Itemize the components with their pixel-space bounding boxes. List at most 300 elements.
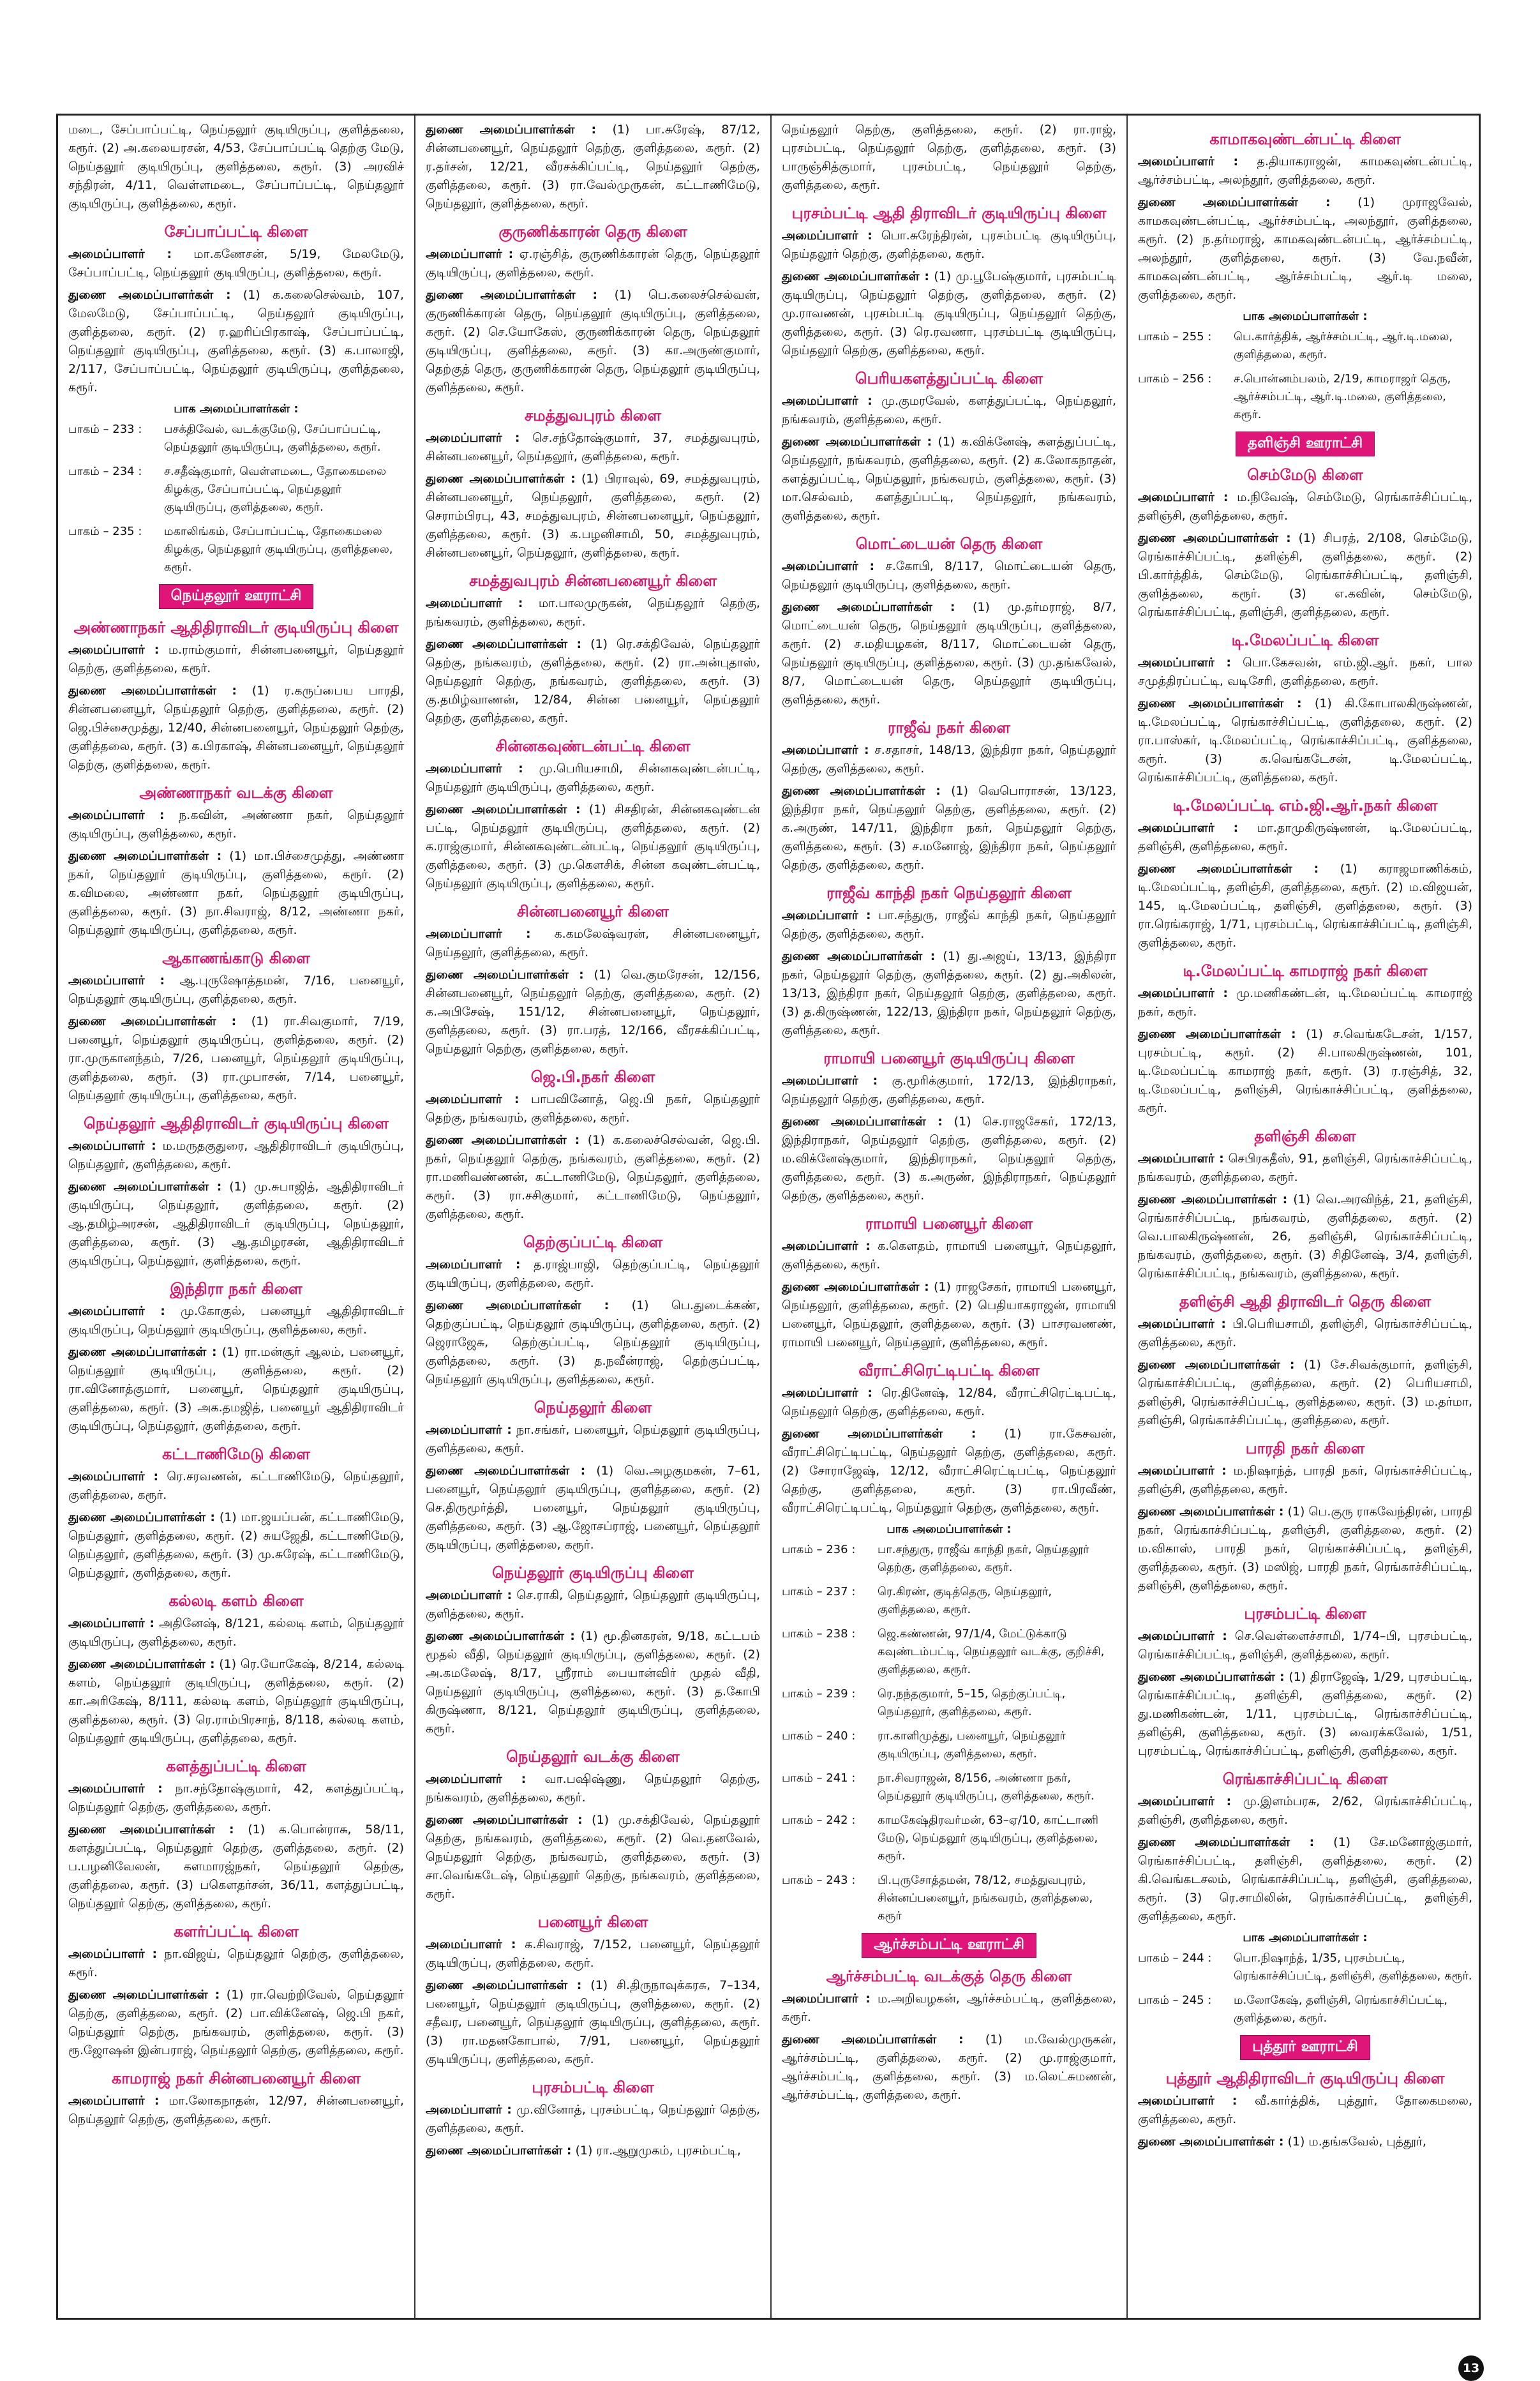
section-heading: நெய்தலூர் வடக்கு கிளை bbox=[506, 1748, 680, 1766]
entry-text: மா.தாமுகிருஷ்ணன், டி.மேலப்பட்டி, தளிஞ்சி, குளித்தலை, கரூர். bbox=[1138, 821, 1472, 853]
entry-paragraph bbox=[426, 925, 760, 962]
section-heading: ராமாயி பனையூர் கிளை bbox=[865, 1215, 1033, 1233]
role-label: துணை அமைப்பாளர்கள் : bbox=[426, 2144, 572, 2158]
village-banner-label: தளிஞ்சி ஊராட்சி bbox=[1236, 432, 1375, 456]
entry-text: (1) முராஜவேல், காமகவுண்டன்பட்டி, ஆர்ச்சம்பட்டி, அலந்தூர், குளித்தலை, கரூர். (2) ந.தர்மராஜ், காமகவுண்டன்பட்டி, ஆர்ச்சம்பட்டி, அலந்தூர், குளித்தலை, கரூர். (3) வே.நவீன், காமகவுண்டன்பட்டி, ஆர்ச்சம்பட்டி, ஆர்.டி மலை, குளித்தலை, கரூர். bbox=[1138, 195, 1473, 302]
role-label: அமைப்பாளர் : bbox=[68, 1469, 159, 1483]
booth-entry bbox=[782, 1625, 1116, 1679]
booth-organiser: பொ.நிஷாந்த், 1/35, புரசம்பட்டி, ரெங்காச்சிப்பட்டி, தளிஞ்சி, குளித்தலை, கரூர். bbox=[1234, 1951, 1472, 1983]
role-label: துணை அமைப்பாளர்கள் : bbox=[782, 949, 936, 963]
entry-paragraph bbox=[426, 1586, 760, 1623]
booth-organiser: காமகேஷ்திரவர்மன், 63–ஏ/10, காட்டாணி மேடு, நெய்தலூர் குடியிருப்பு, குளித்தலை, கரூர். bbox=[878, 1814, 1098, 1863]
role-label: அமைப்பாளர் : bbox=[1138, 1152, 1224, 1166]
village-banner bbox=[1138, 432, 1472, 456]
entry-text: ச.சதாசர், 148/13, இந்திரா நகர், நெய்தலூர் தெற்கு, குளித்தலை, கரூர். bbox=[782, 743, 1116, 776]
entry-text: (1) சே.மனோஜ்குமார், ரெங்காச்சிப்பட்டி, தளிஞ்சி, குளித்தலை, கரூர். (2) கி.வெங்கடசலம், ரெங்காச்சிப்பட்டி, தளிஞ்சி, குளித்தலை, கரூர். (3) ரெ.சாமிலின், ரெங்காச்சிப்பட்டி, தளிஞ்சி, குளித்தலை, கரூர். bbox=[1138, 1835, 1473, 1923]
role-label: அமைப்பாளர் : bbox=[68, 2094, 160, 2108]
role-label: அமைப்பாளர் : bbox=[68, 1947, 158, 1961]
entry-paragraph bbox=[1138, 2133, 1472, 2151]
entry-paragraph bbox=[1138, 1190, 1472, 1283]
role-label: துணை அமைப்பாளர்கள் : bbox=[1138, 1027, 1296, 1041]
section-heading: நெய்தலூர் கிளை bbox=[534, 1399, 652, 1416]
village-banner bbox=[1138, 2035, 1472, 2060]
entry-paragraph bbox=[1138, 1150, 1472, 1187]
booth-organiser: ம.லோகேஷ், தளிஞ்சி, ரெங்காச்சிப்பட்டி, குளித்தலை, கரூர். bbox=[1234, 1994, 1447, 2025]
role-label: அமைப்பாளர் : bbox=[1138, 1629, 1227, 1643]
booth-number: பாகம் – 255 : bbox=[1138, 330, 1212, 343]
role-label: துணை அமைப்பாளர்கள் : bbox=[1138, 1505, 1284, 1519]
role-label: துணை அமைப்பாளர்கள் : bbox=[782, 435, 932, 449]
entry-text: மா.பாலமுருகன், நெய்தலூர் தெற்கு, நங்கவரம், குளித்தலை, கரூர். bbox=[426, 596, 761, 629]
role-label: துணை அமைப்பாளர்கள் : bbox=[1138, 862, 1319, 876]
entry-text: (1) க.விக்னேஷ், களத்துப்பட்டி, நெய்தலூர், நங்கவரம், குளித்தலை, கரூர். (2) க.லோகநாதன், களத்துப்பட்டி, நெய்தலூர், நங்கவரம், குளித்தலை, கரூர். (3) மா.செல்வம், களத்துப்பட்டி, நெய்தலூர், நங்கவரம், குளித்தலை, கரூர். bbox=[782, 435, 1116, 523]
entry-text: பி.பெரியசாமி, தளிஞ்சி, ரெங்காச்சிப்பட்டி, குளித்தலை, கரூர். bbox=[1138, 1317, 1473, 1349]
section-heading: ஆர்ச்சம்பட்டி வடக்குத் தெரு கிளை bbox=[826, 1967, 1072, 1985]
section-heading: குருணிக்காரன் தெரு கிளை bbox=[498, 223, 687, 241]
entry-paragraph bbox=[1138, 193, 1472, 304]
entry-text: மு.மணிகண்டன், டி.மேலப்பட்டி காமராஜ் நகர், கரூர். bbox=[1138, 986, 1473, 1019]
role-label: துணை அமைப்பாளர்கள் : bbox=[68, 1822, 234, 1836]
entry-text: நா.சங்கர், பனையூர், நெய்தலூர் குடியிருப்பு, குளித்தலை, கரூர். bbox=[426, 1423, 761, 1455]
entry-text: நா.விஜய், நெய்தலூர் தெற்கு, குளித்தலை, கரூர். bbox=[68, 1947, 405, 1979]
entry-paragraph bbox=[426, 1935, 760, 1972]
entry-text: (1) சி.திருநாவுக்கரசு, 7–134, பனையூர், நெய்தலூர் குடியிருப்பு, குளித்தலை, கரூர். (2) சதீவர, பனையூர், நெய்தலூர் குடியிருப்பு, குளித்தலை, கரூர். (3) ரா.மதனகோபால், 7/91, பனையூர், நெய்தலூர் குடியிருப்பு, குளித்தலை, கரூர். bbox=[426, 1978, 760, 2066]
entry-text: (1) சிபரத், 2/108, செம்மேடு, ரெங்காச்சிப்பட்டி, தளிஞ்சி, குளித்தலை, கரூர். (2) பி.கார்த்திக், செம்மேடு, ரெங்காச்சிப்பட்டி, தளிஞ்சி, குளித்தலை, கரூர். (3) எ.கவின், செம்மேடு, ரெங்காச்சிப்பட்டி, தளிஞ்சி, குளித்தலை, கரூர். bbox=[1138, 531, 1473, 619]
entry-paragraph bbox=[426, 470, 760, 562]
role-label: அமைப்பாளர் : bbox=[68, 1139, 156, 1153]
role-label: துணை அமைப்பாளர்கள் : bbox=[426, 802, 581, 816]
entry-paragraph bbox=[68, 1780, 404, 1817]
section-heading: பெரியகளத்துப்பட்டி கிளை bbox=[855, 370, 1043, 387]
entry-text: ஆ.புருஷோத்தமன், 7/16, பனையூர், நெய்தலூர் குடியிருப்பு, குளித்தலை, கரூர். bbox=[68, 973, 404, 1006]
role-label: அமைப்பாளர் : bbox=[782, 743, 869, 757]
entry-paragraph bbox=[782, 1990, 1116, 2027]
entry-text: (1) பெ.குரு ராகவேந்திரன், பாரதி நகர், ரெங்காச்சிப்பட்டி, தளிஞ்சி, குளித்தலை, கரூர். (2) ம.விகாஸ், பாரதி நகர், ரெங்காச்சிப்பட்டி, தளிஞ்சி, குளித்தலை, கரூர். (3) மஸிஜ், பாரதி நகர், ரெங்காச்சிப்பட்டி, தளிஞ்சி, குளித்தலை, கரூர். bbox=[1138, 1505, 1472, 1593]
booth-heading: பாக அமைப்பாளர்கள் : bbox=[174, 402, 299, 416]
entry-paragraph bbox=[1138, 695, 1472, 787]
role-label: அமைப்பாளர் : bbox=[1138, 154, 1239, 169]
entry-paragraph bbox=[1138, 488, 1472, 525]
entry-paragraph bbox=[1138, 1025, 1472, 1118]
entry-text: (1) பெ.கலைச்செல்வன், குருணிக்காரன் தெரு, நெய்தலூர் குடியிருப்பு, குளித்தலை, கரூர். (2) செ.யோகேஸ், குருணிக்காரன் தெரு, நெய்தலூர் குடியிருப்பு, குளித்தலை, கரூர். (3) கா.அருண்குமார், தெற்குத் தெரு, குருணிக்காரன் தெரு, நெய்தலூர் குடியிருப்பு, குளித்தலை, கரூர். bbox=[426, 288, 760, 394]
entry-paragraph bbox=[68, 1508, 404, 1582]
role-label: அமைப்பாளர் : bbox=[782, 1074, 878, 1088]
entry-paragraph bbox=[68, 1343, 404, 1436]
role-label: துணை அமைப்பாளர்கள் : bbox=[426, 1978, 582, 1992]
section-heading: களர்ப்பட்டி கிளை bbox=[174, 1923, 299, 1941]
entry-text: அதினேஷ், 8/121, கல்லடி களம், நெய்தலூர் குடியிருப்பு, குளித்தலை, கரூர். bbox=[68, 1616, 404, 1649]
role-label: துணை அமைப்பாளர்கள் : bbox=[1138, 1670, 1285, 1684]
entry-paragraph bbox=[68, 245, 404, 282]
booth-organiser: ரெ.கிரண், குடித்தெரு, நெய்தலூர், குளித்தலை, கரூர். bbox=[878, 1585, 1052, 1616]
entry-text: மு.குமரவேல், களத்துப்பட்டி, நெய்தலூர், நங்கவரம், குளித்தலை, கரூர். bbox=[782, 394, 1117, 426]
booth-entry bbox=[782, 1541, 1116, 1577]
entry-text: மா.கணேசன், 5/19, மேலமேடு, சேப்பாப்பட்டி, நெய்தலூர் குடியிருப்பு, குளித்தலை, கரூர். bbox=[68, 247, 405, 280]
entry-paragraph bbox=[68, 121, 404, 213]
entry-paragraph bbox=[782, 227, 1116, 264]
entry-text: பொ.கேசவன், எம்.ஜி.ஆர். நகர், பால சமுத்திரப்பட்டி, வடிசேரி, குளித்தலை, கரூர். bbox=[1138, 656, 1473, 688]
entry-paragraph bbox=[68, 972, 404, 1009]
entry-text: த.தியாகராஜன், காமகவுண்டன்பட்டி, ஆர்ச்சம்பட்டி, அலந்தூர், குளித்தலை, கரூர். bbox=[1138, 154, 1472, 187]
role-label: அமைப்பாளர் : bbox=[1138, 1317, 1227, 1331]
role-label: துணை அமைப்பாளர்கள் : bbox=[426, 1298, 609, 1312]
entry-text: செ.ராகி, நெய்தலூர், நெய்தலூர் குடியிருப்பு, குளித்தலை, கரூர். bbox=[426, 1588, 760, 1621]
role-label: துணை அமைப்பாளர்கள் : bbox=[1138, 1835, 1315, 1849]
entry-text: (1) மா.ஜயப்பன், கட்டாணிமேடு, நெய்தலூர், குளித்தலை, கரூர். (2) சுயஜேதி, கட்டாணிமேடு, நெய்தலூர், குளித்தலை, கரூர். (3) மு.சுரேஷ், கட்டாணிமேடு, நெய்தலூர், குளித்தலை, கரூர். bbox=[68, 1510, 404, 1580]
entry-paragraph bbox=[782, 1237, 1116, 1274]
section-heading: கல்லடி களம் கிளை bbox=[168, 1592, 304, 1610]
entry-text: (1) வெபொராசன், 13/123, இந்திரா நகர், நெய்தலூர் தெற்கு, குளித்தலை, கரூர். (2) க.அருண், 147/11, இந்திரா நகர், நெய்தலூர் தெற்கு, குளித்தலை, கரூர். (3) ச.மனோஜ், இந்திரா நகர், நெய்தலூர் தெற்கு, குளித்தலை, கரூர். bbox=[782, 784, 1116, 872]
village-banner-label: ஆர்ச்சம்பட்டி ஊராட்சி bbox=[862, 1933, 1036, 1958]
entry-text: த.ராஜ்பாஜி, தெற்குப்பட்டி, நெய்தலூர் குடியிருப்பு, குளித்தலை, கரூர். bbox=[426, 1258, 760, 1290]
role-label: அமைப்பாளர் : bbox=[68, 1616, 155, 1630]
booth-number: பாகம் – 244 : bbox=[1138, 1951, 1212, 1965]
booth-organiser: ச.சதீஷ்குமார், வெள்ளமடை, தோகைமலை கிழக்கு, சேப்பாப்பட்டி, நெய்தலூர் குடியிருப்பு, குளித்தலை, கரூர். bbox=[164, 465, 387, 514]
village-banner-label: நெய்தலூர் ஊராட்சி bbox=[159, 584, 314, 609]
role-label: துணை அமைப்பாளர்கள் : bbox=[426, 472, 576, 486]
role-label: துணை அமைப்பாளர்கள் : bbox=[782, 1280, 929, 1294]
section-heading: இந்திரா நகர் கிளை bbox=[170, 1280, 303, 1298]
role-label: துணை அமைப்பாளர்கள் : bbox=[782, 1115, 943, 1129]
role-label: துணை அமைப்பாளர்கள் : bbox=[426, 968, 584, 982]
entry-text: மு.பெரியசாமி, சின்னகவுண்டன்பட்டி, நெய்தலூர் குடியிருப்பு, குளித்தலை, கரூர். bbox=[426, 762, 760, 794]
role-label: அமைப்பாளர் : bbox=[782, 908, 871, 922]
role-label: துணை அமைப்பாளர்கள் : bbox=[426, 637, 582, 651]
entry-paragraph bbox=[426, 966, 760, 1058]
booth-organiser: மகாலிங்கம், சேப்பாப்பட்டி, தோகைமலை கிழக்கு, நெய்தலூர் குடியிருப்பு, குளித்தலை, கரூர். bbox=[164, 525, 393, 574]
entry-text: (1) சிசதிரன், சின்னகவுண்டன் பட்டி, நெய்தலூர் குடியிருப்பு, குளித்தலை, கரூர். (2) க.ராஜ்குமார், சின்னகவுண்டன்பட்டி, நெய்தலூர் குடியிருப்பு, குளித்தலை, கரூர். (3) மு.கௌசிக், சின்ன கவுண்டன்பட்டி, நெய்தலூர் குடியிருப்பு, குளித்தலை, கரூர். bbox=[426, 802, 760, 890]
booth-number: பாகம் – 233 : bbox=[68, 423, 142, 436]
entry-paragraph bbox=[68, 1302, 404, 1339]
entry-text: ம.நிவேஷ், செம்மேடு, ரெங்காச்சிப்பட்டி, தளிஞ்சி, குளித்தலை, கரூர். bbox=[1138, 490, 1473, 523]
booth-number: பாகம் – 243 : bbox=[782, 1874, 856, 1887]
section-heading: ராமாயி பனையூர் குடியிருப்பு கிளை bbox=[823, 1049, 1075, 1067]
entry-text: ந.கவின், அண்ணா நகர், நெய்தலூர் குடியிருப்பு, குளித்தலை, கரூர். bbox=[68, 808, 404, 841]
entry-paragraph bbox=[68, 847, 404, 940]
entry-text: மு.இளம்பரசு, 2/62, ரெங்காச்சிப்பட்டி, தளிஞ்சி, குளித்தலை, கரூர். bbox=[1138, 1794, 1472, 1827]
booth-organiser: ஜெ.கண்ணன், 97/1/4, மேட்டுக்காடு கவுண்டம்பட்டி, நெய்தலூர் வடக்கு, குறிச்சி, குளித்தலை, கரூர். bbox=[878, 1627, 1105, 1676]
entry-text: பாபவினோத், ஜெ.பி நகர், நெய்தலூர் தெற்கு, நங்கவரம், குளித்தலை, கரூர். bbox=[426, 1092, 760, 1125]
entry-paragraph bbox=[426, 1976, 760, 2069]
booth-organiser: பசக்திவேல், வடக்குமேடு, சேப்பாப்பட்டி, நெய்தலூர் குடியிருப்பு, குளித்தலை, கரூர். bbox=[164, 423, 381, 454]
entry-text: (1) க.பொன்ராசு, 58/11, களத்துப்பட்டி, நெய்தலூர் தெற்கு, குளித்தலை, கரூர். (2) ப.பழனிவேலன், களமாரஜ்நகர், நெய்தலூர் தெற்கு, குளித்தலை, கரூர். (3) பகௌதர்சன், 36/11, களத்துப்பட்டி, நெய்தலூர் தெற்கு, குளித்தலை, கரூர். bbox=[68, 1822, 405, 1911]
entry-text: வா.பஷிஷ்ணு, நெய்தலூர் தெற்கு, நங்கவரம், குளித்தலை, கரூர். bbox=[426, 1772, 761, 1805]
entry-paragraph bbox=[68, 1986, 404, 2060]
entry-paragraph bbox=[426, 121, 760, 213]
section-heading: களத்துப்பட்டி கிளை bbox=[166, 1757, 306, 1775]
entry-text: (1) பெ.துடைக்கண், தெற்குப்பட்டி, நெய்தலூர் குடியிருப்பு, குளித்தலை, கரூர். (2) ஜெராஜேசு, தெற்குப்பட்டி, நெய்தலூர் குடியிருப்பு, குளித்தலை, கரூர். (3) த.நவீன்ராஜ், தெற்குப்பட்டி, நெய்தலூர் குடியிருப்பு, குளித்தலை, கரூர். bbox=[426, 1298, 760, 1386]
entry-paragraph bbox=[782, 1384, 1116, 1421]
entry-paragraph bbox=[1138, 819, 1472, 856]
role-label: அமைப்பாளர் : bbox=[1138, 656, 1231, 670]
entry-paragraph bbox=[68, 1614, 404, 1651]
entry-text: ம.மருதகுதுரை, ஆதிதிராவிடர் குடியிருப்பு, நெய்தலூர், குளித்தலை, கரூர். bbox=[68, 1139, 405, 1171]
entry-text: ரெ.சரவணன், கட்டாணிமேடு, நெய்தலூர், குளித்தலை, கரூர். bbox=[68, 1469, 405, 1502]
entry-paragraph bbox=[426, 1627, 760, 1738]
role-label: அமைப்பாளர் : bbox=[68, 247, 172, 261]
role-label: அமைப்பாளர் : bbox=[426, 927, 531, 941]
booth-entry bbox=[1138, 1949, 1472, 1985]
section-heading: காமராஜ் நகர் சின்னபனையூர் கிளை bbox=[111, 2069, 361, 2087]
entry-text: (1) ரெ.யோகேஷ், 8/214, கல்லடி களம், நெய்தலூர் குடியிருப்பு, குளித்தலை, கரூர். (2) கா.அரிகேஷ், 8/111, கல்லடி களம், நெய்தலூர் குடியிருப்பு, குளித்தலை, கரூர். (3) ரெ.ராம்பிரசாந், 8/118, கல்லடி களம், நெய்தலூர் குடியிருப்பு, குளித்தலை, கரூர். bbox=[68, 1657, 404, 1745]
village-banner bbox=[68, 584, 404, 609]
entry-paragraph bbox=[782, 741, 1116, 778]
entry-text: (1) க.கலைசெல்வம், 107, மேலமேடு, சேப்பாப்பட்டி, நெய்தலூர் குடியிருப்பு, குளித்தலை, கரூர். (2) ர.ஹரிப்பிரகாஷ், சேப்பாப்பட்டி, நெய்தலூர் குடியிருப்பு, குளித்தலை, கரூர். (3) க.பாலாஜி, 2/117, சேப்பாப்பட்டி, நெய்தலூர் குடியிருப்பு, குளித்தலை, கரூர். bbox=[68, 288, 404, 394]
entry-paragraph bbox=[782, 598, 1116, 709]
role-label: அமைப்பாளர் : bbox=[1138, 821, 1239, 835]
entry-text: (1) செ.ராஜசேகர், 172/13, இந்திராநகர், நெய்தலூர் தெற்கு, குளித்தலை, கரூர். (2) ம.விக்னேஷ்குமார், இந்திராநகர், நெய்தலூர் தெற்கு, குளித்தலை, கரூர். (3) க.அருண், இந்திராநகர், நெய்தலூர் தெற்கு, குளித்தலை, கரூர். bbox=[782, 1115, 1116, 1203]
entry-text: (1) மு.பூபேஷ்குமார், புரசம்பட்டி குடியிருப்பு, நெய்தலூர் தெற்கு, குளித்தலை, கரூர். (2) மு.ராவணன், புரசம்பட்டி குடியிருப்பு, நெய்தலூர் தெற்கு, குளித்தலை, கரூர். (3) ரெ.ரவணா, புரசம்பட்டி குடியிருப்பு, நெய்தலூர் தெற்கு, குளித்தலை, கரூர். bbox=[782, 269, 1116, 357]
entry-paragraph bbox=[1138, 1792, 1472, 1829]
role-label: துணை அமைப்பாளர்கள் : bbox=[426, 1133, 580, 1147]
booth-entry bbox=[68, 523, 404, 576]
entry-text: க.கௌதம், ராமாயி பனையூர், நெய்தலூர், குளித்தலை, கரூர். bbox=[782, 1239, 1116, 1272]
entry-text: நா.சந்தோஷ்குமார், 42, களத்துப்பட்டி, நெய்தலூர் தெற்கு, குளித்தலை, கரூர். bbox=[68, 1782, 404, 1814]
entry-paragraph bbox=[782, 433, 1116, 525]
role-label: அமைப்பாளர் : bbox=[782, 394, 872, 408]
section-heading: ஆகாணங்காடு கிளை bbox=[162, 949, 310, 967]
role-label: அமைப்பாளர் : bbox=[426, 596, 523, 610]
entry-paragraph bbox=[68, 806, 404, 843]
role-label: துணை அமைப்பாளர்கள் : bbox=[782, 784, 941, 798]
entry-text: (1) ராஜசேகர், ராமாயி பனையூர், நெய்தலூர், குளித்தலை, கரூர். (2) பெதியாகராஜன், ராமாயி பனையூர், நெய்தலூர், குளித்தலை, கரூர். (3) பாசரவணண், ராமாயி பனையூர், நெய்தலூர், குளித்தலை, கரூர். bbox=[782, 1280, 1116, 1349]
role-label: அமைப்பாளர் : bbox=[782, 1239, 871, 1253]
entry-text: (1) கராஜமாணிக்கம், டி.மேலப்பட்டி, தளிஞ்சி, குளித்தலை, கரூர். (2) ம.விஜயன், 145, டி.மேலப்பட்டி, தளிஞ்சி, குளித்தலை, கரூர். (3) ரா.ரெங்கராஜ், 1/71, புரசம்பட்டி, ரெங்காச்சிப்பட்டி, தளிஞ்சி, குளித்தலை, கரூர். bbox=[1138, 862, 1472, 950]
section-heading: தெற்குப்பட்டி கிளை bbox=[523, 1233, 663, 1251]
entry-paragraph bbox=[426, 594, 760, 631]
role-label: துணை அமைப்பாளர்கள் : bbox=[1138, 2135, 1284, 2149]
booth-entry bbox=[782, 1812, 1116, 1865]
section-heading: மொட்டையன் தெரு கிளை bbox=[855, 535, 1043, 553]
entry-text: (1) ரா.மன்சூர் ஆலம், பனையூர், நெய்தலூர் குடியிருப்பு, குளித்தலை, கரூர். (2) ரா.வினோத்குமார், பனையூர், நெய்தலூர் குடியிருப்பு, குளித்தலை, கரூர். (3) அக.தமஜித், பனையூர் ஆதிதிராவிடர் குடியிருப்பு, நெய்தலூர், குளித்தலை, கரூர். bbox=[68, 1345, 405, 1433]
entry-paragraph bbox=[1138, 1833, 1472, 1926]
booth-organiser: பா.சந்துரு, ராஜீவ் காந்தி நகர், நெய்தலூர் தெற்கு, குளித்தலை, கரூர். bbox=[878, 1543, 1089, 1574]
entry-text: ச.கோபி, 8/117, மொட்டையன் தெரு, நெய்தலூர் குடியிருப்பு, குளித்தலை, கரூர். bbox=[782, 559, 1117, 592]
entry-paragraph bbox=[426, 1256, 760, 1293]
role-label: அமைப்பாளர் : bbox=[782, 559, 875, 573]
entry-paragraph bbox=[426, 1770, 760, 1807]
booth-heading: பாக அமைப்பாளர்கள் : bbox=[886, 1522, 1012, 1536]
section-heading: டி.மேலப்பட்டி கிளை bbox=[1231, 631, 1379, 649]
section-heading: ரெங்காச்சிப்பட்டி கிளை bbox=[1222, 1770, 1388, 1788]
entry-text: மு.கோகுல், பனையூர் ஆதிதிராவிடர் குடியிருப்பு, நெய்தலூர் குடியிருப்பு, குளித்தலை, கரூர். bbox=[68, 1304, 404, 1337]
section-heading: அண்ணாநகர் வடக்கு கிளை bbox=[139, 784, 333, 802]
entry-text: (1) பா.சுரேஷ், 87/12, சின்னபனையூர், நெய்தலூர் தெற்கு, குளித்தலை, கரூர். (2) ர.தர்சன், 12/21, வீரசக்கிப்பட்டி, நெய்தலூர் தெற்கு, குளித்தலை, கரூர். (3) ரா.வேல்முருகன், கட்டாணிமேடு, நெய்தலூர், குளித்தலை, கரூர். bbox=[426, 123, 760, 211]
role-label: அமைப்பாளர் : bbox=[68, 1304, 165, 1318]
entry-paragraph bbox=[782, 267, 1116, 360]
role-label: துணை அமைப்பாளர்கள் : bbox=[1138, 1358, 1295, 1372]
village-banner-label: புத்தூர் ஊராட்சி bbox=[1240, 2035, 1370, 2060]
entry-paragraph bbox=[1138, 1315, 1472, 1352]
entry-text: கு.மூரிக்குமார், 172/13, இந்திராநகர், நெய்தலூர் தெற்கு, குளித்தலை, கரூர். bbox=[782, 1074, 1116, 1106]
entry-text: ஏ.ரஞ்சித், குருணிக்காரன் தெரு, நெய்தலூர் குடியிருப்பு, குளித்தலை, கரூர். bbox=[426, 247, 761, 280]
role-label: அமைப்பாளர் : bbox=[426, 1423, 512, 1437]
entry-paragraph bbox=[1138, 1668, 1472, 1761]
entry-paragraph bbox=[426, 2142, 760, 2160]
entry-paragraph bbox=[782, 557, 1116, 594]
role-label: துணை அமைப்பாளர்கள் : bbox=[426, 1464, 586, 1478]
entry-text: க.கமலேஷ்வரன், சின்னபனையூர், நெய்தலூர், குளித்தலை, கரூர். bbox=[426, 927, 760, 959]
booth-organiser: ரெ.நந்தகுமார், 5–15, தெற்குப்பட்டி, நெய்தலூர், குளித்தலை, கரூர். bbox=[878, 1687, 1066, 1718]
entry-text: (1) ரெ.சக்திவேல், நெய்தலூர் தெற்கு, நங்கவரம், குளித்தலை, கரூர். (2) ரா.அன்புதாஸ், நெய்தலூர் தெற்கு, நங்கவரம், குளித்தலை, கரூர். (3) கு.தமிழ்வாணன், 12/84, சின்ன பனையூர், நெய்தலூர் தெற்கு, குளித்தலை, கரூர். bbox=[426, 637, 760, 725]
role-label: அமைப்பாளர் : bbox=[426, 1258, 521, 1272]
entry-paragraph bbox=[426, 2101, 760, 2138]
role-label: அமைப்பாளர் : bbox=[782, 1992, 871, 2006]
booth-organiser: ச.பொன்னம்பலம், 2/19, காமராஜர் தெரு, ஆர்ச்சம்பட்டி, ஆர்.டி.மலை, குளித்தலை, கரூர். bbox=[1234, 372, 1451, 421]
page-number: 13 bbox=[1458, 2355, 1484, 2381]
role-label: துணை அமைப்பாளர்கள் : bbox=[782, 600, 955, 614]
role-label: துணை அமைப்பாளர்கள் : bbox=[68, 288, 231, 302]
entry-text: (1) மு.சக்திவேல், நெய்தலூர் தெற்கு, நங்கவரம், குளித்தலை, கரூர். (2) வெ.தனவேல், நெய்தலூர் தெற்கு, நங்கவரம், குளித்தலை, கரூர். (3) சா.வெங்கடேஷ், நெய்தலூர் தெற்கு, நங்கவரம், குளித்தலை, கரூர். bbox=[426, 1813, 760, 1901]
entry-paragraph bbox=[68, 1468, 404, 1505]
role-label: அமைப்பாளர் : bbox=[426, 1772, 527, 1786]
role-label: துணை அமைப்பாளர்கள் : bbox=[782, 269, 929, 283]
column-3 bbox=[770, 116, 1126, 2318]
booth-entry bbox=[782, 1769, 1116, 1805]
entry-paragraph bbox=[1138, 1503, 1472, 1595]
entry-paragraph bbox=[68, 1821, 404, 1913]
role-label: அமைப்பாளர் : bbox=[68, 643, 160, 657]
booth-number: பாகம் – 237 : bbox=[782, 1585, 856, 1598]
entry-paragraph bbox=[782, 2031, 1116, 2105]
section-heading: சின்னபனையூர் கிளை bbox=[517, 903, 669, 920]
entry-paragraph bbox=[426, 245, 760, 282]
section-heading: செம்மேடு கிளை bbox=[1247, 466, 1363, 484]
role-label: துணை அமைப்பாளர்கள் : bbox=[1138, 531, 1291, 545]
section-heading: புரசம்பட்டி கிளை bbox=[532, 2078, 654, 2096]
booth-organiser: நா.சிவராஜன், 8/156, அண்ணா நகர், நெய்தலூர் குடியிருப்பு, குளித்தலை, கரூர். bbox=[878, 1771, 1095, 1803]
section-heading: நெய்தலூர் ஆதிதிராவிடர் குடியிருப்பு கிளை bbox=[84, 1115, 389, 1132]
entry-text: ம.நிஷாந்த், பாரதி நகர், ரெங்காச்சிப்பட்டி, தளிஞ்சி, குளித்தலை, கரூர். bbox=[1138, 1464, 1473, 1496]
entry-text: (1) வெ.அழகுமகன், 7–61, பனையூர், நெய்தலூர் குடியிருப்பு, குளித்தலை, கரூர். (2) செ.திருமூர்த்தி, பனையூர், நெய்தலூர் குடியிருப்பு, குளித்தலை, கரூர். (3) ஆ.ஜோசப்ராஜ், பனையூர், நெய்தலூர் குடியிருப்பு, குளித்தலை, கரூர். bbox=[426, 1464, 760, 1552]
entry-text: (1) பிராவுல், 69, சமத்துவபுரம், சின்னபனையூர், நெய்தலூர், குளித்தலை, கரூர். (2) செராம்பிரபு, 43, சமத்துவபுரம், சின்னபனையூர், நெய்தலூர், குளித்தலை, கரூர். (3) க.பழனிசாமி, 50, சமத்துவபுரம், சின்னபனையூர், நெய்தலூர், குளித்தலை, கரூர். bbox=[426, 472, 760, 560]
entry-text: பா.சந்துரு, ராஜீவ் காந்தி நகர், நெய்தலூர் தெற்கு, குளித்தலை, கரூர். bbox=[782, 908, 1116, 941]
section-heading: தளிஞ்சி கிளை bbox=[1254, 1127, 1356, 1145]
entry-text: செ.வெள்ளைச்சாமி, 1/74–பி, புரசம்பட்டி, ரெங்காச்சிப்பட்டி, தளிஞ்சி, குளித்தலை, கரூர். bbox=[1138, 1629, 1473, 1662]
entry-text: (1) திராஜேஷ், 1/29, புரசம்பட்டி, ரெங்காச்சிப்பட்டி, தளிஞ்சி, குளித்தலை, கரூர். (2) து.மணிகண்டன், 1/11, புரசம்பட்டி, ரெங்காச்சிப்பட்டி, தளிஞ்சி, குளித்தலை, கரூர். (3) வைரக்கவேல், 1/51, புரசம்பட்டி, ரெங்காச்சிப்பட்டி, தளிஞ்சி, குளித்தலை, கரூர். bbox=[1138, 1670, 1472, 1758]
section-heading: கட்டாணிமேடு கிளை bbox=[162, 1445, 310, 1463]
entry-paragraph bbox=[782, 1072, 1116, 1109]
role-label: துணை அமைப்பாளர்கள் : bbox=[782, 2032, 964, 2047]
entry-paragraph bbox=[426, 1090, 760, 1127]
role-label: அமைப்பாளர் : bbox=[68, 973, 165, 988]
booth-organiser: ரா.காளிமுத்து, பனையூர், நெய்தலூர் குடியிருப்பு, குளித்தலை, கரூர். bbox=[878, 1729, 1066, 1761]
booth-organiser: பெ.கார்த்திக், ஆர்ச்சம்பட்டி, ஆர்.டி.மலை, குளித்தலை, கரூர். bbox=[1234, 330, 1453, 361]
entry-text: (1) கி.கோபாலகிருஷ்ணன், டி.மேலப்பட்டி, ரெங்காச்சிப்பட்டி, குளித்தலை, கரூர். (2) ரா.பாஸ்கர், டி.மேலப்பட்டி, ரெங்காச்சிப்பட்டி, குளித்தலை, கரூர். (3) க.வெங்கடேசன், டி.மேலப்பட்டி, ரெங்காச்சிப்பட்டி, குளித்தலை, கரூர். bbox=[1138, 696, 1473, 785]
role-label: துணை அமைப்பாளர்கள் : bbox=[782, 1427, 976, 1441]
entry-paragraph bbox=[68, 641, 404, 678]
section-heading: பனையூர் கிளை bbox=[537, 1913, 648, 1931]
entry-paragraph bbox=[1138, 654, 1472, 691]
section-heading: புத்தூர் ஆதிதிராவிடர் குடியிருப்பு கிளை bbox=[1165, 2069, 1445, 2087]
entry-text: (1) வெ.குமரேசன், 12/156, சின்னபனையூர், நெய்தலூர் தெற்கு, குளித்தலை, கரூர். (2) க.அபிசேஷ், 151/12, சின்னபனையூர், நெய்தலூர், குளித்தலை, கரூர். (3) ரா.பரத், 12/166, வீரசக்கிப்பட்டி, நெய்தலூர் தெற்கு, குளித்தலை, கரூர். bbox=[426, 968, 760, 1056]
role-label: அமைப்பாளர் : bbox=[1138, 490, 1229, 504]
section-heading: புரசம்பட்டி ஆதி திராவிடர் குடியிருப்பு கிளை bbox=[791, 204, 1107, 222]
section-heading: சேப்பாப்பட்டி கிளை bbox=[164, 223, 308, 241]
booth-number: பாகம் – 242 : bbox=[782, 1814, 856, 1827]
entry-paragraph bbox=[426, 760, 760, 797]
section-heading: ராஜீவ் காந்தி நகர் நெய்தலூர் கிளை bbox=[826, 884, 1072, 902]
role-label: அமைப்பாளர் : bbox=[426, 1092, 520, 1106]
role-label: அமைப்பாளர் : bbox=[426, 762, 523, 776]
role-label: அமைப்பாளர் : bbox=[426, 247, 514, 261]
entry-paragraph bbox=[1138, 1627, 1472, 1664]
booth-number: பாகம் – 234 : bbox=[68, 465, 142, 478]
section-heading: நெய்தலூர் குடியிருப்பு கிளை bbox=[492, 1564, 694, 1582]
booth-organiser: பி.புருசோத்தமன், 78/12, சமத்துவபுரம், சின்னப்பனையூர், நங்கவரம், குளித்தலை, கரூர் bbox=[878, 1874, 1093, 1923]
booth-number: பாகம் – 256 : bbox=[1138, 372, 1212, 386]
entry-text: (1) து.அஜய், 13/13, இந்திரா நகர், நெய்தலூர் தெற்கு, குளித்தலை, கரூர். (2) து.அகிலன், 13/13, இந்திரா நகர், நெய்தலூர் தெற்கு, குளித்தலை, கரூர். (3) த.கிருஷ்ணன், 122/13, இந்திரா நகர், நெய்தலூர் தெற்கு, குளித்தலை, கரூர். bbox=[782, 949, 1116, 1037]
entry-paragraph bbox=[68, 286, 404, 397]
role-label: அமைப்பாளர் : bbox=[426, 1588, 512, 1602]
section-heading: சமத்துவபுரம் சின்னபனையூர் கிளை bbox=[469, 572, 717, 590]
booth-entry bbox=[782, 1727, 1116, 1763]
section-heading: புரசம்பட்டி கிளை bbox=[1244, 1605, 1366, 1623]
column-1 bbox=[58, 116, 414, 2318]
booth-number: பாகம் – 241 : bbox=[782, 1771, 856, 1785]
role-label: அமைப்பாளர் : bbox=[1138, 2094, 1237, 2108]
section-heading: பாரதி நகர் கிளை bbox=[1245, 1439, 1365, 1457]
entry-paragraph bbox=[782, 121, 1116, 195]
entry-text: (1) மா.பிச்சைமுத்து, அண்ணா நகர், நெய்தலூர் குடியிருப்பு, குளித்தலை, கரூர். (2) க.விமலை, அண்ணா நகர், நெய்தலூர் குடியிருப்பு, குளித்தலை, கரூர். (3) நா.சிவராஜ், 8/12, அண்ணா நகர், நெய்தலூர் குடியிருப்பு, குளித்தலை, கரூர். bbox=[68, 849, 405, 937]
entry-text: ம.அறிவழகன், ஆர்ச்சம்பட்டி, குளித்தலை, கரூர். bbox=[782, 1992, 1116, 2024]
page-frame bbox=[56, 114, 1481, 2320]
section-heading: ராஜீவ் நகர் கிளை bbox=[888, 719, 1010, 737]
entry-text: (1) மூ.தினகரன், 9/18, கட்டபம் மூதல் வீதி, நெய்தலூர் குடியிருப்பு, குளித்தலை, கரூர். (2) அ.கமலேஷ், 8/17, ஸ்ரீராம் பையான்விர் முதல் வீதி, நெய்தலூர் குடியிருப்பு, குளித்தலை, கரூர். (3) த.கோபி கிருஷ்ணா, 8/121, நெய்தலூர் குடியிருப்பு, குளித்தலை, கரூர். bbox=[426, 1629, 760, 1736]
booth-number: பாகம் – 240 : bbox=[782, 1729, 856, 1743]
entry-text: (1) ச.வெங்கடேசன், 1/157, புரசம்பட்டி, கரூர். (2) சி.பாலகிருஷ்ணன், 101, டி.மேலப்பட்டி காமராஜ் நகர், கரூர். (3) ர.ரஞ்சித், 32, டி.மேலப்பட்டி, தளிஞ்சி, ரெங்காச்சிப்பட்டி, குளித்தலை, கரூர். bbox=[1138, 1027, 1472, 1115]
section-heading: காமாகவுண்டன்பட்டி கிளை bbox=[1209, 130, 1401, 148]
booth-number: பாகம் – 239 : bbox=[782, 1687, 856, 1701]
entry-text: (1) ரா.சிவகுமார், 7/19, பனையூர், நெய்தலூர் குடியிருப்பு, குளித்தலை, கரூர். (2) ரா.முருகானந்தம், 7/26, பனையூர், நெய்தலூர் குடியிருப்பு, குளித்தலை, கரூர். (3) ரா.முபாசன், 7/14, பனையூர், நெய்தலூர் குடியிருப்பு, குளித்தலை, கரூர். bbox=[68, 1014, 404, 1102]
role-label: துணை அமைப்பாளர்கள் : bbox=[68, 684, 237, 698]
entry-text: நெய்தலூர் தெற்கு, குளித்தலை, கரூர். (2) ரா.ராஜ், புரசம்பட்டி, நெய்தலூர் தெற்கு, குளித்தலை, கரூர். (3) பாருஞ்சித்குமார், புரசம்பட்டி, நெய்தலூர் தெற்கு, குளித்தலை, கரூர். bbox=[782, 123, 1116, 192]
entry-paragraph bbox=[426, 1811, 760, 1904]
role-label: அமைப்பாளர் : bbox=[782, 1386, 873, 1400]
role-label: அமைப்பாளர் : bbox=[426, 1937, 516, 1951]
entry-text: க.சிவராஜ், 7/152, பனையூர், நெய்தலூர் குடியிருப்பு, குளித்தலை, கரூர். bbox=[426, 1937, 760, 1970]
entry-text: மு.வினோத், புரசம்பட்டி, நெய்தலூர் தெற்கு, குளித்தலை, கரூர். bbox=[426, 2103, 761, 2135]
role-label: துணை அமைப்பாளர்கள் : bbox=[68, 1014, 237, 1028]
entry-paragraph bbox=[1138, 153, 1472, 190]
entry-text: பொ.சுரேந்திரன், புரசம்பட்டி குடியிருப்பு, நெய்தலூர் தெற்கு, குளித்தலை, கரூர். bbox=[782, 229, 1116, 261]
entry-paragraph bbox=[68, 1137, 404, 1174]
entry-paragraph bbox=[1138, 2092, 1472, 2129]
section-heading: அண்ணாநகர் ஆதிதிராவிடர் குடியிருப்பு கிளை bbox=[73, 619, 399, 636]
entry-text: (1) க.கலைச்செல்வன், ஜெ.பி. நகர், நெய்தலூர் தெற்கு, நங்கவரம், குளித்தலை, கரூர். (2) ரா.மணிவண்ணன், கட்டாணிமேடு, நெய்தலூர், குளித்தலை, கரூர். (3) ரா.சசிகுமார், கட்டாணிமேடு, நெய்தலூர், குளித்தலை, கரூர். bbox=[426, 1133, 760, 1221]
entry-paragraph bbox=[68, 1655, 404, 1748]
entry-paragraph bbox=[1138, 529, 1472, 622]
column-4 bbox=[1126, 116, 1481, 2318]
entry-paragraph bbox=[426, 1131, 760, 1224]
role-label: துணை அமைப்பாளர்கள் : bbox=[68, 1510, 216, 1524]
role-label: துணை அமைப்பாளர்கள் : bbox=[426, 1813, 583, 1827]
role-label: துணை அமைப்பாளர்கள் : bbox=[68, 1988, 220, 2002]
role-label: துணை அமைப்பாளர்கள் : bbox=[68, 849, 222, 863]
booth-heading: பாக அமைப்பாளர்கள் : bbox=[1243, 310, 1368, 323]
section-heading: டி.மேலப்பட்டி எம்.ஜி.ஆர்.நகர் கிளை bbox=[1172, 797, 1438, 815]
role-label: துணை அமைப்பாளர்கள் : bbox=[68, 1657, 215, 1671]
booth-entry bbox=[1138, 370, 1472, 424]
entry-text: (1) வெ.அரவிந்த், 21, தளிஞ்சி, ரெங்காச்சிப்பட்டி, நங்கவரம், குளித்தலை, கரூர். (2) வெ.பாலகிருஷ்ணன், 26, தளிஞ்சி, ரெங்காச்சிப்பட்டி, நங்கவரம், குளித்தலை, கரூர். (3) சிதினேஷ், 3/4, தளிஞ்சி, ரெங்காச்சிப்பட்டி, நங்கவரம், குளித்தலை, கரூர். bbox=[1138, 1192, 1473, 1281]
booth-number: பாகம் – 235 : bbox=[68, 525, 142, 538]
role-label: அமைப்பாளர் : bbox=[782, 229, 872, 243]
section-heading: வீராட்சிரெட்டிபட்டி கிளை bbox=[858, 1362, 1040, 1379]
entry-text: (1) ம.தங்கவேல், புத்தூர், bbox=[1287, 2135, 1426, 2149]
booth-number: பாகம் – 236 : bbox=[782, 1543, 856, 1556]
role-label: அமைப்பாளர் : bbox=[68, 1782, 163, 1796]
entry-paragraph bbox=[1138, 1462, 1472, 1499]
